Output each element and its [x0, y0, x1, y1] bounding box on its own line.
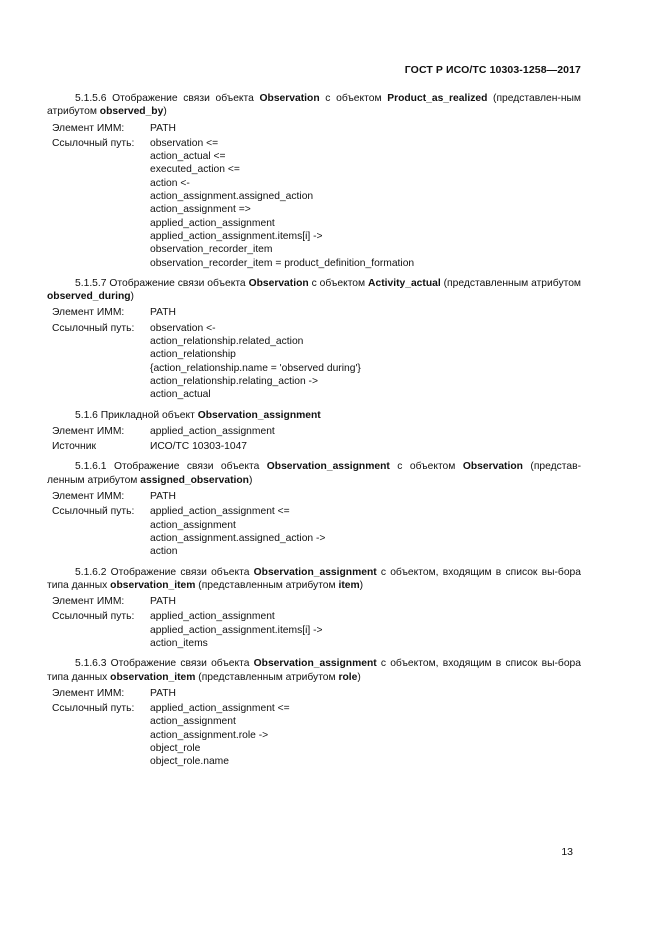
path-line: applied_action_assignment <= [150, 703, 290, 715]
path-line: action_actual <= [150, 151, 226, 163]
path-line: action_assignment.role -> [150, 729, 269, 741]
source-row [47, 440, 581, 453]
source-label: Источник [52, 441, 96, 453]
path-line: action_assignment [150, 519, 236, 531]
page-number: 13 [561, 846, 573, 858]
element-value: PATH [150, 122, 176, 134]
path-lines [150, 610, 581, 650]
path-line: observation <- [150, 322, 216, 334]
path-line: action <- [150, 177, 190, 189]
path-line: action_relationship.related_action [150, 336, 304, 348]
element-row [47, 687, 581, 700]
path-line: action_relationship.relating_action -> [150, 375, 319, 387]
path-line: action_relationship [150, 349, 236, 361]
path-row [47, 322, 581, 402]
path-row [47, 702, 581, 768]
path-line: applied_action_assignment.items[i] -> [150, 230, 323, 242]
element-row [47, 490, 581, 503]
path-line: {action_relationship.name = 'observed during'} [150, 362, 361, 374]
path-line: action [150, 546, 178, 558]
element-value: PATH [150, 687, 176, 699]
clause-5-1-6-2-heading: 5.1.6.2 Отображение связи объекта Observation_assignment с объектом, входящим в список вы-бора типа данных observation_item (представленным атрибутом item) [47, 566, 582, 591]
element-label: Элемент ИММ: [52, 596, 125, 608]
path-line: observation_recorder_item [150, 244, 273, 256]
path-line: observation_recorder_item = product_definition_formation [150, 257, 415, 269]
path-label: Ссылочный путь: [52, 611, 135, 623]
element-label: Элемент ИММ: [52, 307, 125, 319]
path-line: observation <= [150, 137, 219, 149]
clause-5-1-6-1-heading: 5.1.6.1 Отображение связи объекта Observation_assignment с объектом Observation (представ-ленным атрибутом assigned_observation) [47, 461, 582, 486]
path-label: Ссылочный путь: [52, 137, 135, 149]
element-label: Элемент ИММ: [52, 122, 125, 134]
path-line: applied_action_assignment <= [150, 506, 290, 518]
document-header: ГОСТ Р ИСО/ТС 10303-1258—2017 [404, 64, 581, 76]
element-row [47, 595, 581, 608]
path-line: applied_action_assignment [150, 217, 275, 229]
path-line: action_items [150, 637, 208, 649]
path-line: action_assignment => [150, 204, 251, 216]
path-lines [150, 322, 581, 402]
path-label: Ссылочный путь: [52, 322, 135, 334]
path-line: object_role [150, 743, 201, 755]
element-value: PATH [150, 307, 176, 319]
element-label: Элемент ИММ: [52, 491, 125, 503]
element-row [47, 306, 581, 319]
path-line: applied_action_assignment [150, 611, 275, 623]
path-lines [150, 137, 581, 270]
path-line: action_assignment [150, 716, 236, 728]
path-row [47, 505, 581, 558]
clause-5-1-6-heading: 5.1.6 Прикладной объект Observation_assignment [75, 409, 321, 421]
element-value: PATH [150, 491, 176, 503]
path-row [47, 610, 581, 650]
path-lines [150, 505, 581, 558]
clause-5-1-5-6-heading: 5.1.5.6 Отображение связи объекта Observation с объектом Product_as_realized (представлен-ным атрибутом observed_by) [47, 93, 581, 118]
path-label: Ссылочный путь: [52, 703, 135, 715]
element-value: PATH [150, 596, 176, 608]
element-label: Элемент ИММ: [52, 425, 125, 437]
clause-5-1-5-7-heading: 5.1.5.7 Отображение связи объекта Observation с объектом Activity_actual (представленным атрибутом observed_during) [47, 277, 582, 303]
document-body [47, 92, 581, 769]
path-line: action_assignment.assigned_action -> [150, 532, 326, 544]
source-value: ИСО/ТС 10303-1047 [150, 441, 248, 453]
element-row [47, 425, 581, 438]
path-label: Ссылочный путь: [52, 506, 135, 518]
path-row [47, 137, 581, 270]
element-value: applied_action_assignment [150, 425, 275, 437]
element-label: Элемент ИММ: [52, 687, 125, 699]
path-line: executed_action <= [150, 164, 240, 176]
path-line: action_actual [150, 389, 211, 401]
path-line: applied_action_assignment.items[i] -> [150, 624, 323, 636]
clause-5-1-6-3-heading: 5.1.6.3 Отображение связи объекта Observation_assignment с объектом, входящим в список вы-бора типа данных observation_item (представленным атрибутом role) [47, 658, 582, 683]
path-line: action_assignment.assigned_action [150, 191, 314, 203]
path-line: object_role.name [150, 756, 229, 768]
path-lines [150, 702, 581, 768]
element-row [47, 122, 581, 135]
